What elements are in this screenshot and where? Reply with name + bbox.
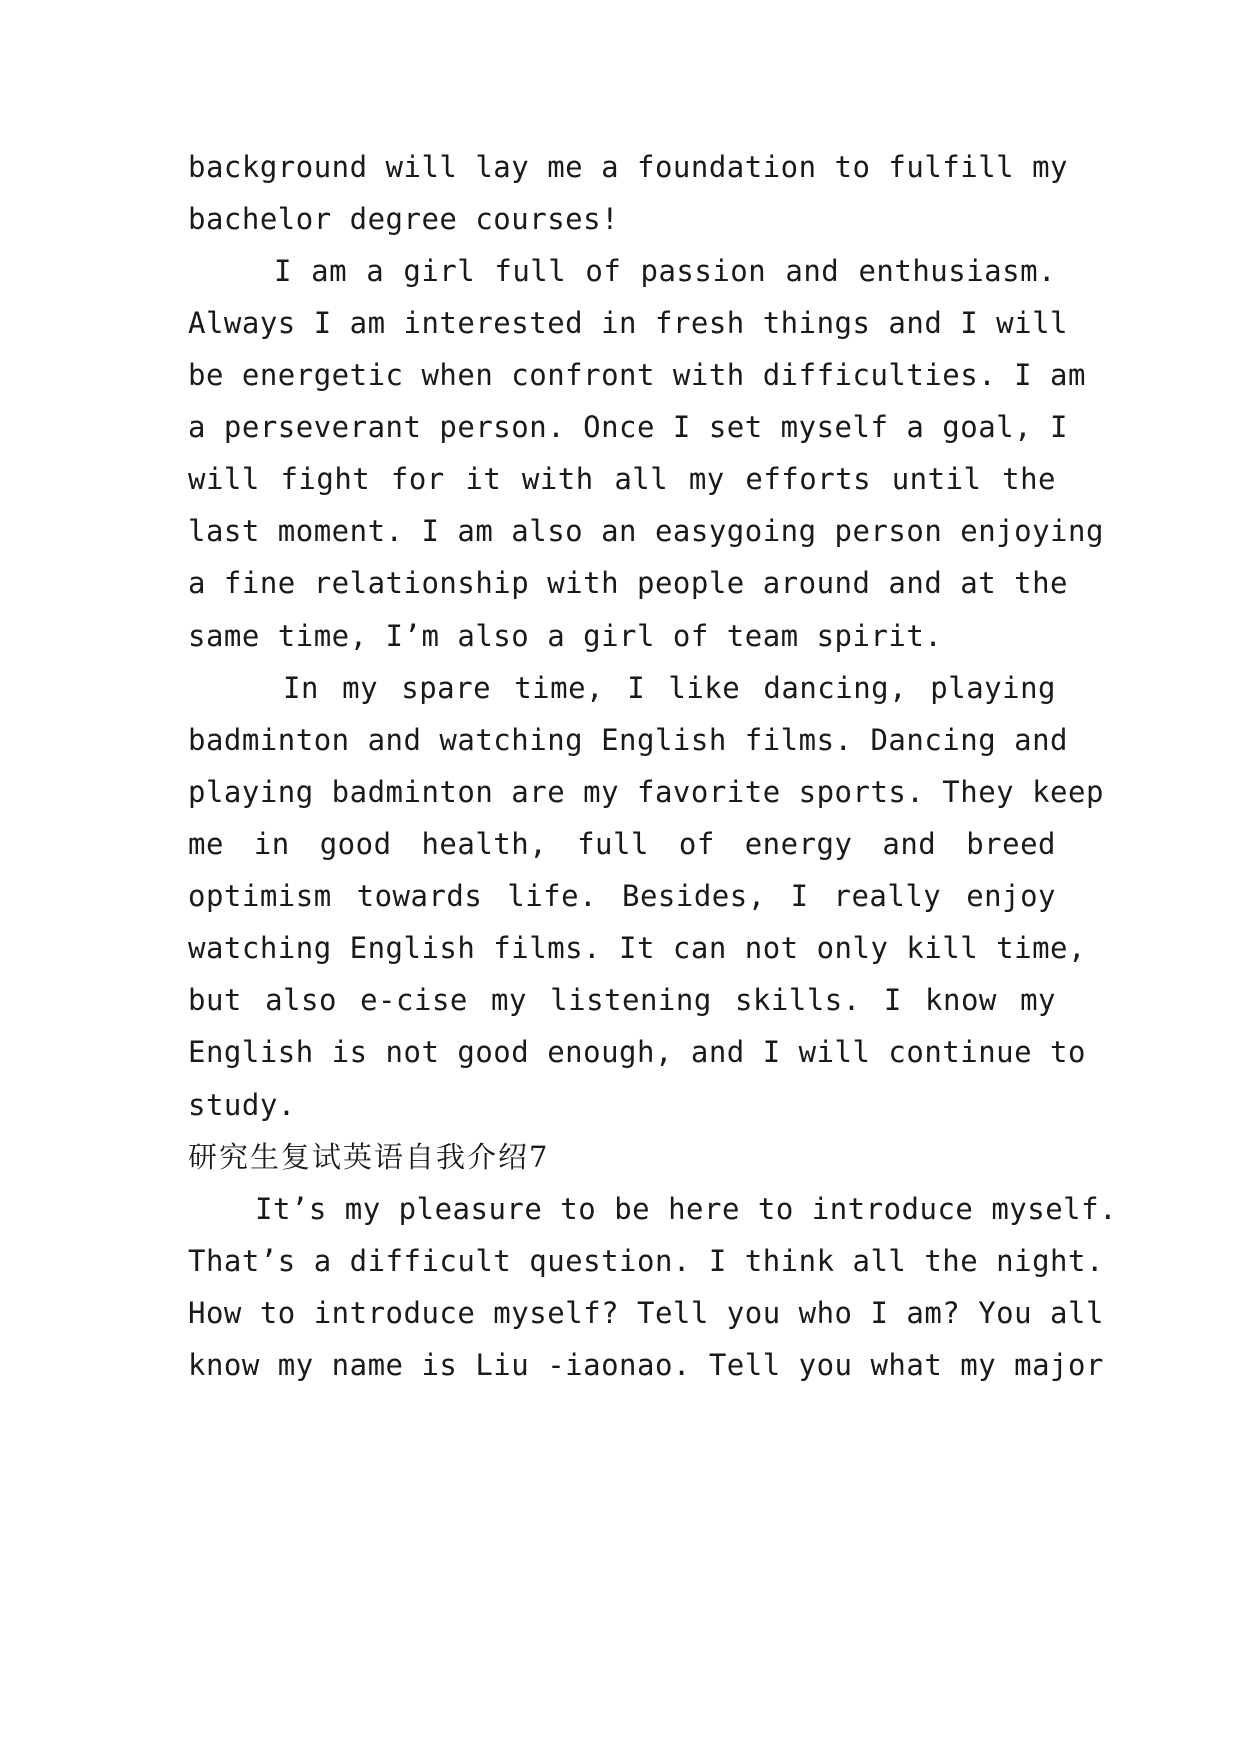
text-line: Always I am interested in fresh things and I will — [188, 306, 1069, 340]
text-line: In my spare time, I like dancing, playing — [283, 671, 1056, 705]
text-line: background will lay me a foundation to fulfill my — [188, 150, 1069, 184]
text-line: a fine relationship with people around and at the — [188, 566, 1069, 600]
text-line: That’s a difficult question. I think all the night. — [188, 1244, 1104, 1278]
text-line: How to introduce myself? Tell you who I am? You all — [188, 1296, 1104, 1330]
text-line: but also e-cise my listening skills. I know my — [188, 983, 1056, 1017]
text-line: English is not good enough, and I will continue to — [188, 1035, 1086, 1069]
text-line: It’s my pleasure to be here to introduce myself. — [255, 1192, 1118, 1226]
text-line: will fight for it with all my efforts until the — [188, 462, 1056, 496]
text-line: watching English films. It can not only kill time, — [188, 931, 1086, 965]
text-line: playing badminton are my favorite sports. They keep — [188, 775, 1104, 809]
text-line: last moment. I am also an easygoing person enjoying — [188, 514, 1104, 548]
text-line: bachelor degree courses! — [188, 202, 620, 236]
text-line: be energetic when confront with difficulties. I am — [188, 358, 1086, 392]
text-line: same time, I’m also a girl of team spirit. — [188, 619, 943, 653]
text-line: I am a girl full of passion and enthusiasm. — [274, 254, 1056, 288]
text-line: me in good health, full of energy and breed — [188, 827, 1056, 861]
text-line: a perseverant person. Once I set myself a goal, I — [188, 410, 1069, 444]
section-heading: 研究生复试英语自我介绍7 — [188, 1140, 550, 1174]
text-line: optimism towards life. Besides, I really enjoy — [188, 879, 1056, 913]
text-line: badminton and watching English films. Dancing and — [188, 723, 1069, 757]
text-line: know my name is Liu -iaonao. Tell you what my major — [188, 1348, 1104, 1382]
text-line: study. — [188, 1088, 296, 1122]
